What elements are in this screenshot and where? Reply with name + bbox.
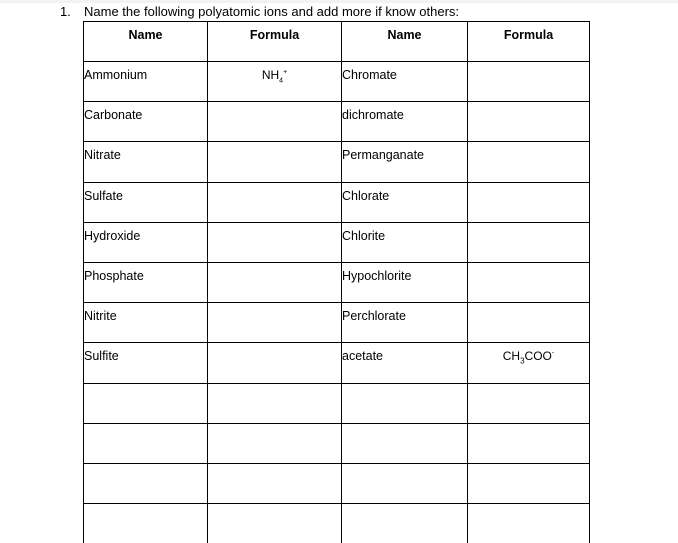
table-row <box>84 423 590 463</box>
formula-cell[interactable] <box>468 262 590 302</box>
name-cell[interactable] <box>84 504 208 543</box>
name-cell[interactable] <box>342 504 468 543</box>
question-heading <box>60 4 459 19</box>
name-cell[interactable]: Chlorate <box>342 182 468 222</box>
name-cell[interactable]: Hydroxide <box>84 222 208 262</box>
formula-cell[interactable] <box>468 423 590 463</box>
formula-cell[interactable] <box>208 423 342 463</box>
table-header-row <box>84 22 590 62</box>
formula-cell[interactable] <box>208 142 342 182</box>
table-row <box>84 262 590 302</box>
formula-cell[interactable] <box>208 463 342 503</box>
header-name-left: Name <box>84 22 208 62</box>
table-row <box>84 463 590 503</box>
formula-cell[interactable] <box>208 182 342 222</box>
name-cell[interactable]: Perchlorate <box>342 303 468 343</box>
name-cell[interactable] <box>84 383 208 423</box>
formula-cell[interactable] <box>468 504 590 543</box>
name-cell[interactable]: Chromate <box>342 62 468 102</box>
top-border <box>0 0 678 3</box>
formula-cell[interactable] <box>468 142 590 182</box>
formula-cell[interactable] <box>468 463 590 503</box>
question-text: Name the following polyatomic ions and add more if know others: <box>84 4 460 19</box>
name-cell[interactable]: Carbonate <box>84 102 208 142</box>
table-row <box>84 504 590 543</box>
formula-cell[interactable] <box>208 504 342 543</box>
name-cell[interactable]: Nitrite <box>84 303 208 343</box>
formula-cell[interactable] <box>208 102 342 142</box>
formula-cell[interactable] <box>208 343 342 383</box>
name-cell[interactable]: Ammonium <box>84 62 208 102</box>
table-row <box>84 383 590 423</box>
name-cell[interactable] <box>342 463 468 503</box>
formula-cell[interactable] <box>208 262 342 302</box>
name-cell[interactable] <box>84 423 208 463</box>
formula-cell[interactable] <box>468 383 590 423</box>
name-cell[interactable] <box>342 383 468 423</box>
name-cell[interactable]: Phosphate <box>84 262 208 302</box>
name-cell[interactable]: Nitrate <box>84 142 208 182</box>
formula-cell[interactable] <box>208 222 342 262</box>
name-cell[interactable]: Hypochlorite <box>342 262 468 302</box>
formula-cell[interactable] <box>468 222 590 262</box>
formula-cell[interactable] <box>468 343 590 383</box>
name-cell[interactable]: dichromate <box>342 102 468 142</box>
name-cell[interactable] <box>84 463 208 503</box>
table-row <box>84 62 590 102</box>
name-cell[interactable] <box>342 423 468 463</box>
polyatomic-ions-table <box>83 21 590 543</box>
formula-cell[interactable] <box>208 383 342 423</box>
header-formula-left: Formula <box>208 22 342 62</box>
formula-cell[interactable] <box>468 182 590 222</box>
ammonium-formula: $NH_4^+$ <box>261 68 288 85</box>
name-cell[interactable]: Permanganate <box>342 142 468 182</box>
table-row <box>84 222 590 262</box>
table-row <box>84 102 590 142</box>
acetate-formula: $CH_3COO^-$ <box>502 349 555 366</box>
header-formula-right: Formula <box>468 22 590 62</box>
question-number: 1. <box>60 4 71 19</box>
name-cell[interactable]: Sulfate <box>84 182 208 222</box>
formula-cell[interactable] <box>468 62 590 102</box>
formula-cell[interactable] <box>468 303 590 343</box>
name-cell[interactable]: acetate <box>342 343 468 383</box>
table-row <box>84 303 590 343</box>
table-row <box>84 142 590 182</box>
name-cell[interactable]: Sulfite <box>84 343 208 383</box>
name-cell[interactable]: Chlorite <box>342 222 468 262</box>
formula-cell[interactable] <box>468 102 590 142</box>
table-row <box>84 343 590 383</box>
header-name-right: Name <box>342 22 468 62</box>
formula-cell[interactable] <box>208 303 342 343</box>
table-row <box>84 182 590 222</box>
formula-cell[interactable] <box>208 62 342 102</box>
